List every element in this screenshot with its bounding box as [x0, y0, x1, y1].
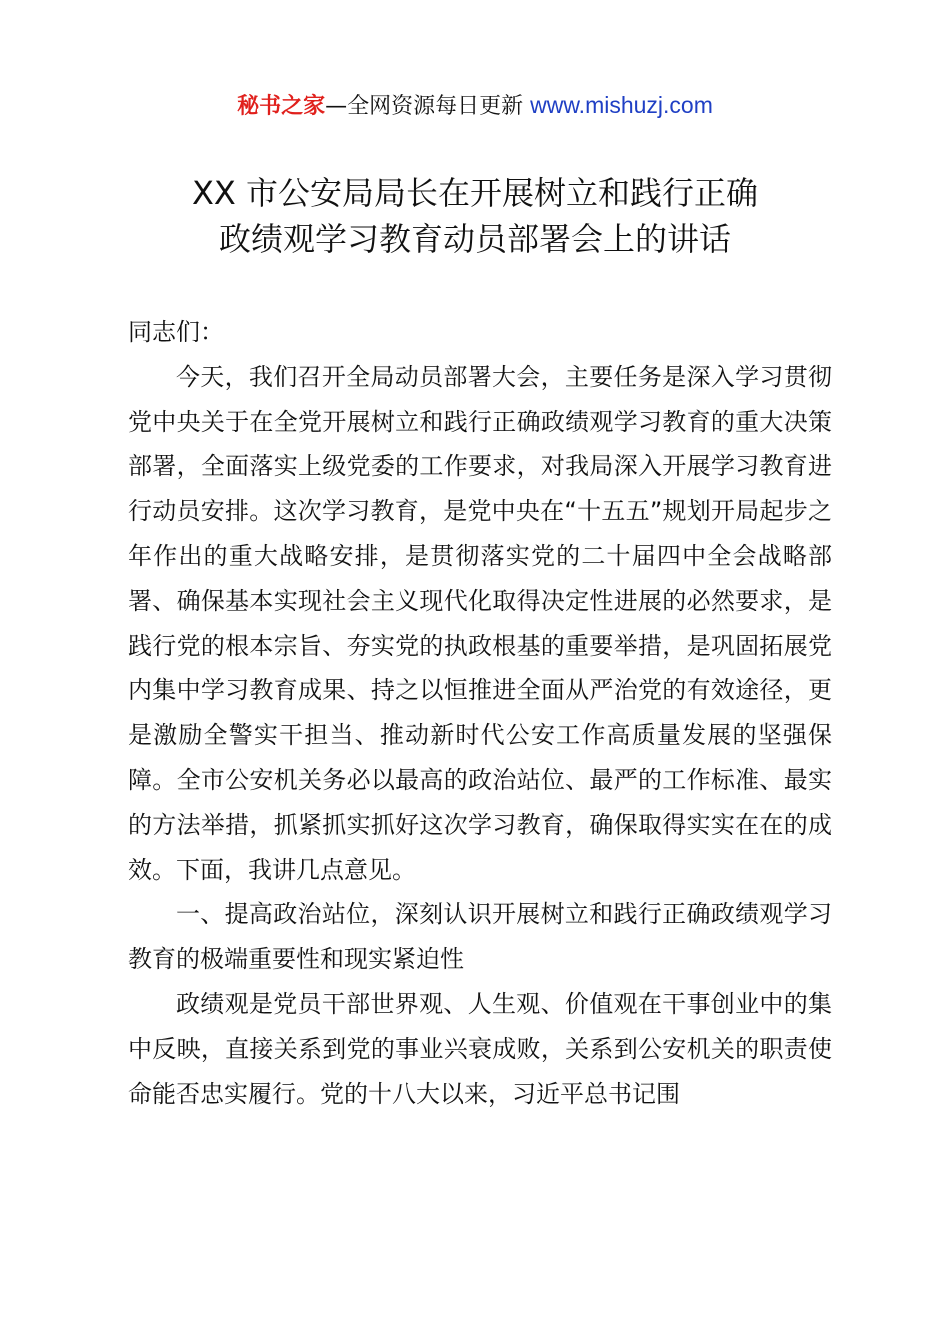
site-url-link[interactable]: www.mishuzj.com [530, 92, 713, 118]
section-heading-1: 一、提高政治站位，深刻认识开展树立和践行正确政绩观学习教育的极端重要性和现实紧迫性 [128, 900, 832, 974]
title-line-2: 政绩观学习教育动员部署会上的讲话 [218, 220, 731, 258]
document-title [60, 170, 890, 262]
site-tagline: —全网资源每日更新 [325, 94, 531, 119]
salutation: 同志们： [128, 318, 224, 346]
paragraph-section-1: 政绩观是党员干部世界观、人生观、价值观在干事创业中的集中反映，直接关系到党的事业兴衰成败，关系到公安机关的职责使命能否忠实履行。党的十八大以来，习近平总书记围 [128, 989, 832, 1108]
document-body [128, 310, 832, 1116]
site-header [0, 88, 950, 124]
site-brand: 秘书之家 [237, 94, 326, 119]
title-line-1: XX 市公安局局长在开展树立和践行正确 [191, 174, 759, 212]
paragraph-intro: 今天，我们召开全局动员部署大会，主要任务是深入学习贯彻党中央关于在全党开展树立和践行正确政绩观学习教育的重大决策部署，全面落实上级党委的工作要求，对我局深入开展学习教育进行动员安排。这次学习教育，是党中央在“十五五”规划开局起步之年作出的重大战略安排，是贯彻落实党的二十届四中全会战略部署、确保基本实现社会主义现代化取得决定性进展的必然要求，是践行党的根本宗旨、夯实党的执政根基的重要举措，是巩固拓展党内集中学习教育成果、持之以恒推进全面从严治党的有效途径，更是激励全警实干担当、推动新时代公安工作高质量发展的坚强保障。全市公安机关务必以最高的政治站位、最严的工作标准、最实的方法举措，抓紧抓实抓好这次学习教育，确保取得实实在在的成效。下面，我讲几点意见。 [128, 362, 832, 884]
